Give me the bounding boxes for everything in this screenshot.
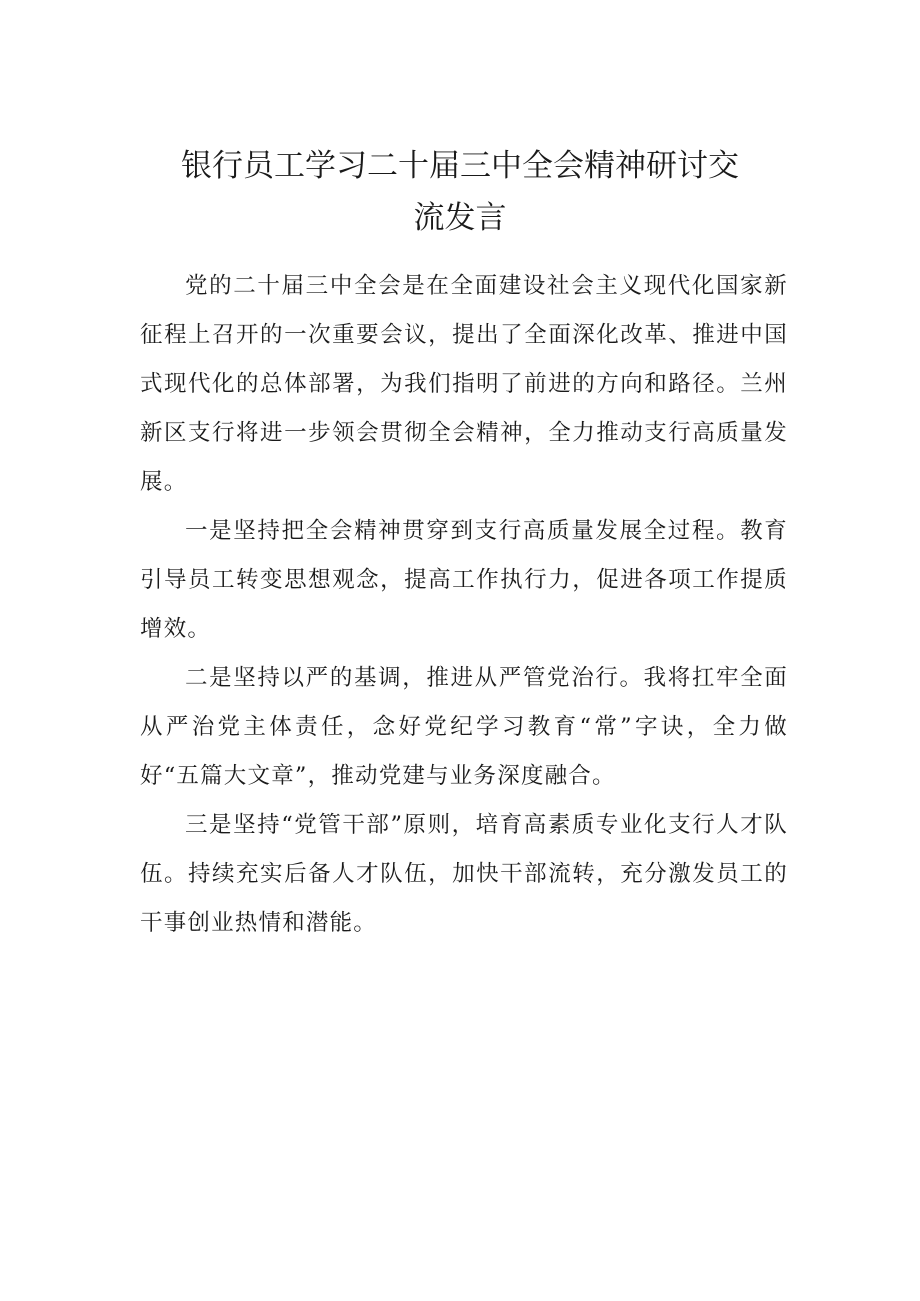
title-line-1: 银行员工学习二十届三中全会精神研讨交: [181, 148, 739, 184]
document-body: [140, 262, 788, 948]
document-title: [140, 140, 780, 244]
paragraph-point-3: 三是坚持“党管干部”原则，培育高素质专业化支行人才队伍。持续充实后备人才队伍，加快干部流转，充分激发员工的干事创业热情和潜能。: [140, 812, 788, 936]
title-line-2: 流发言: [413, 200, 507, 236]
paragraph-point-2: 二是坚持以严的基调，推进从严管党治行。我将扛牢全面从严治党主体责任，念好党纪学习教育“常”字诀，全力做好“五篇大文章”，推动党建与业务深度融合。: [140, 665, 788, 789]
paragraph-intro: 党的二十届三中全会是在全面建设社会主义现代化国家新征程上召开的一次重要会议，提出了全面深化改革、推进中国式现代化的总体部署，为我们指明了前进的方向和路径。兰州新区支行将进一步领会贯彻全会精神，全力推动支行高质量发展。: [140, 273, 788, 495]
paragraph-point-1: 一是坚持把全会精神贯穿到支行高质量发展全过程。教育引导员工转变思想观念，提高工作执行力，促进各项工作提质增效。: [140, 518, 788, 642]
